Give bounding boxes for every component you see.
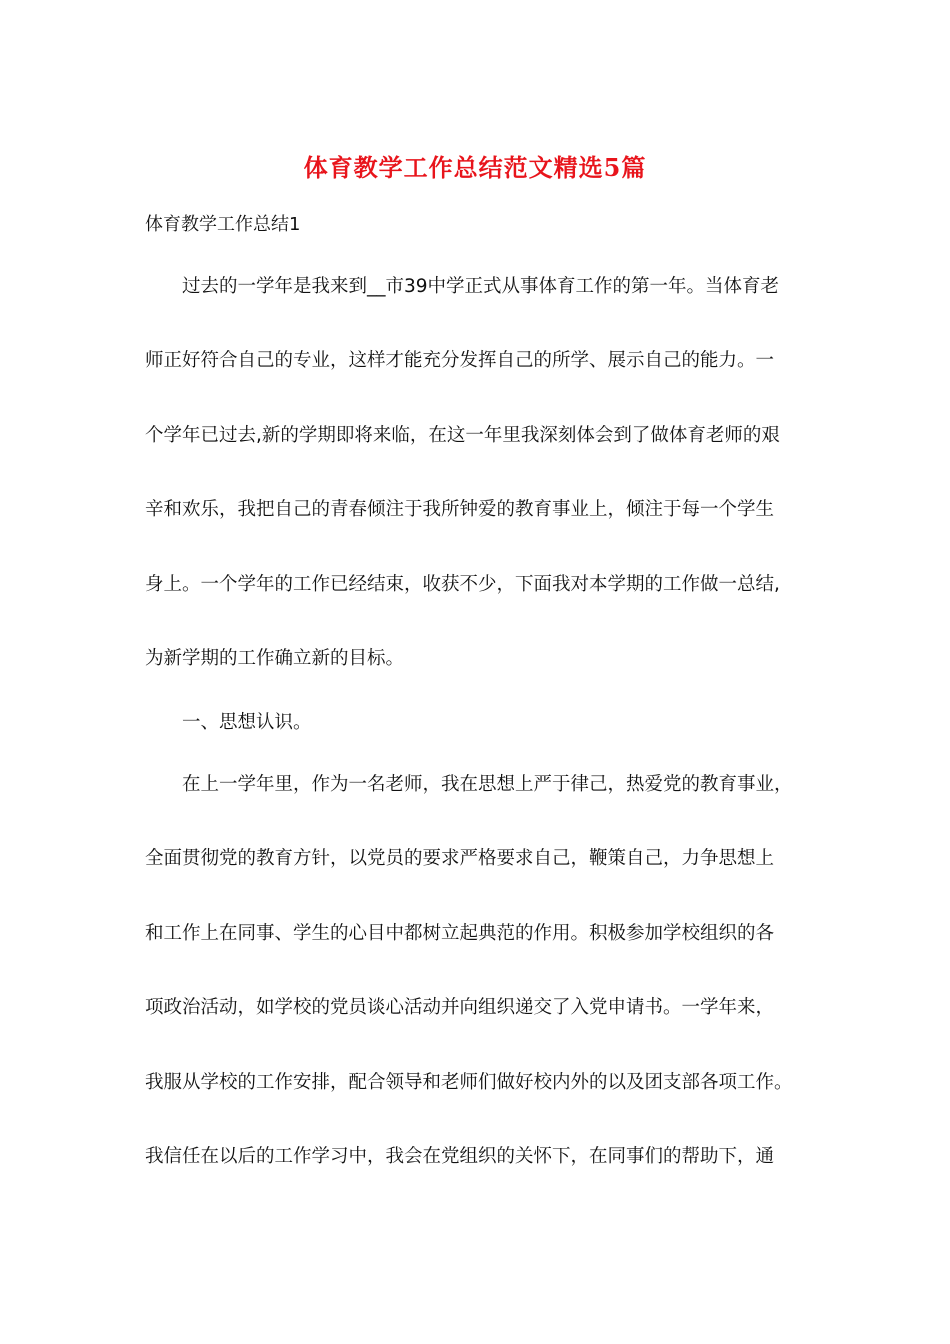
text-line: 我服从学校的工作安排，配合领导和老师们做好校内外的以及团支部各项工作。 [145,1072,793,1093]
text-line: 辛和欢乐，我把自己的青春倾注于我所钟爱的教育事业上，倾注于每一个学生 [145,499,775,520]
text-line: 我信任在以后的工作学习中，我会在党组织的关怀下，在同事们的帮助下，通 [145,1146,775,1167]
text-line: 在上一学年里，作为一名老师，我在思想上严于律己，热爱党的教育事业， [182,774,793,795]
text-line: 为新学期的工作确立新的目标。 [145,648,405,669]
text-line: 全面贯彻党的教育方针，以党员的要求严格要求自己，鞭策自己，力争思想上 [145,848,775,869]
section-heading: 体育教学工作总结1 [145,214,301,235]
text-line: 个学年已过去,新的学期即将来临，在这一年里我深刻体会到了做体育老师的艰 [145,425,780,446]
section-heading-line: 一、思想认识。 [182,712,312,733]
text-line: 和工作上在同事、学生的心目中都树立起典范的作用。积极参加学校组织的各 [145,923,775,944]
text-line: 过去的一学年是我来到__市39中学正式从事体育工作的第一年。当体育老 [182,276,780,297]
text-line: 项政治活动，如学校的党员谈心活动并向组织递交了入党申请书。一学年来， [145,997,775,1018]
text-line: 身上。一个学年的工作已经结束，收获不少，下面我对本学期的工作做一总结, [145,574,780,595]
text-line: 师正好符合自己的专业，这样才能充分发挥自己的所学、展示自己的能力。一 [145,350,775,371]
document-title: 体育教学工作总结范文精选5篇 [303,153,647,182]
